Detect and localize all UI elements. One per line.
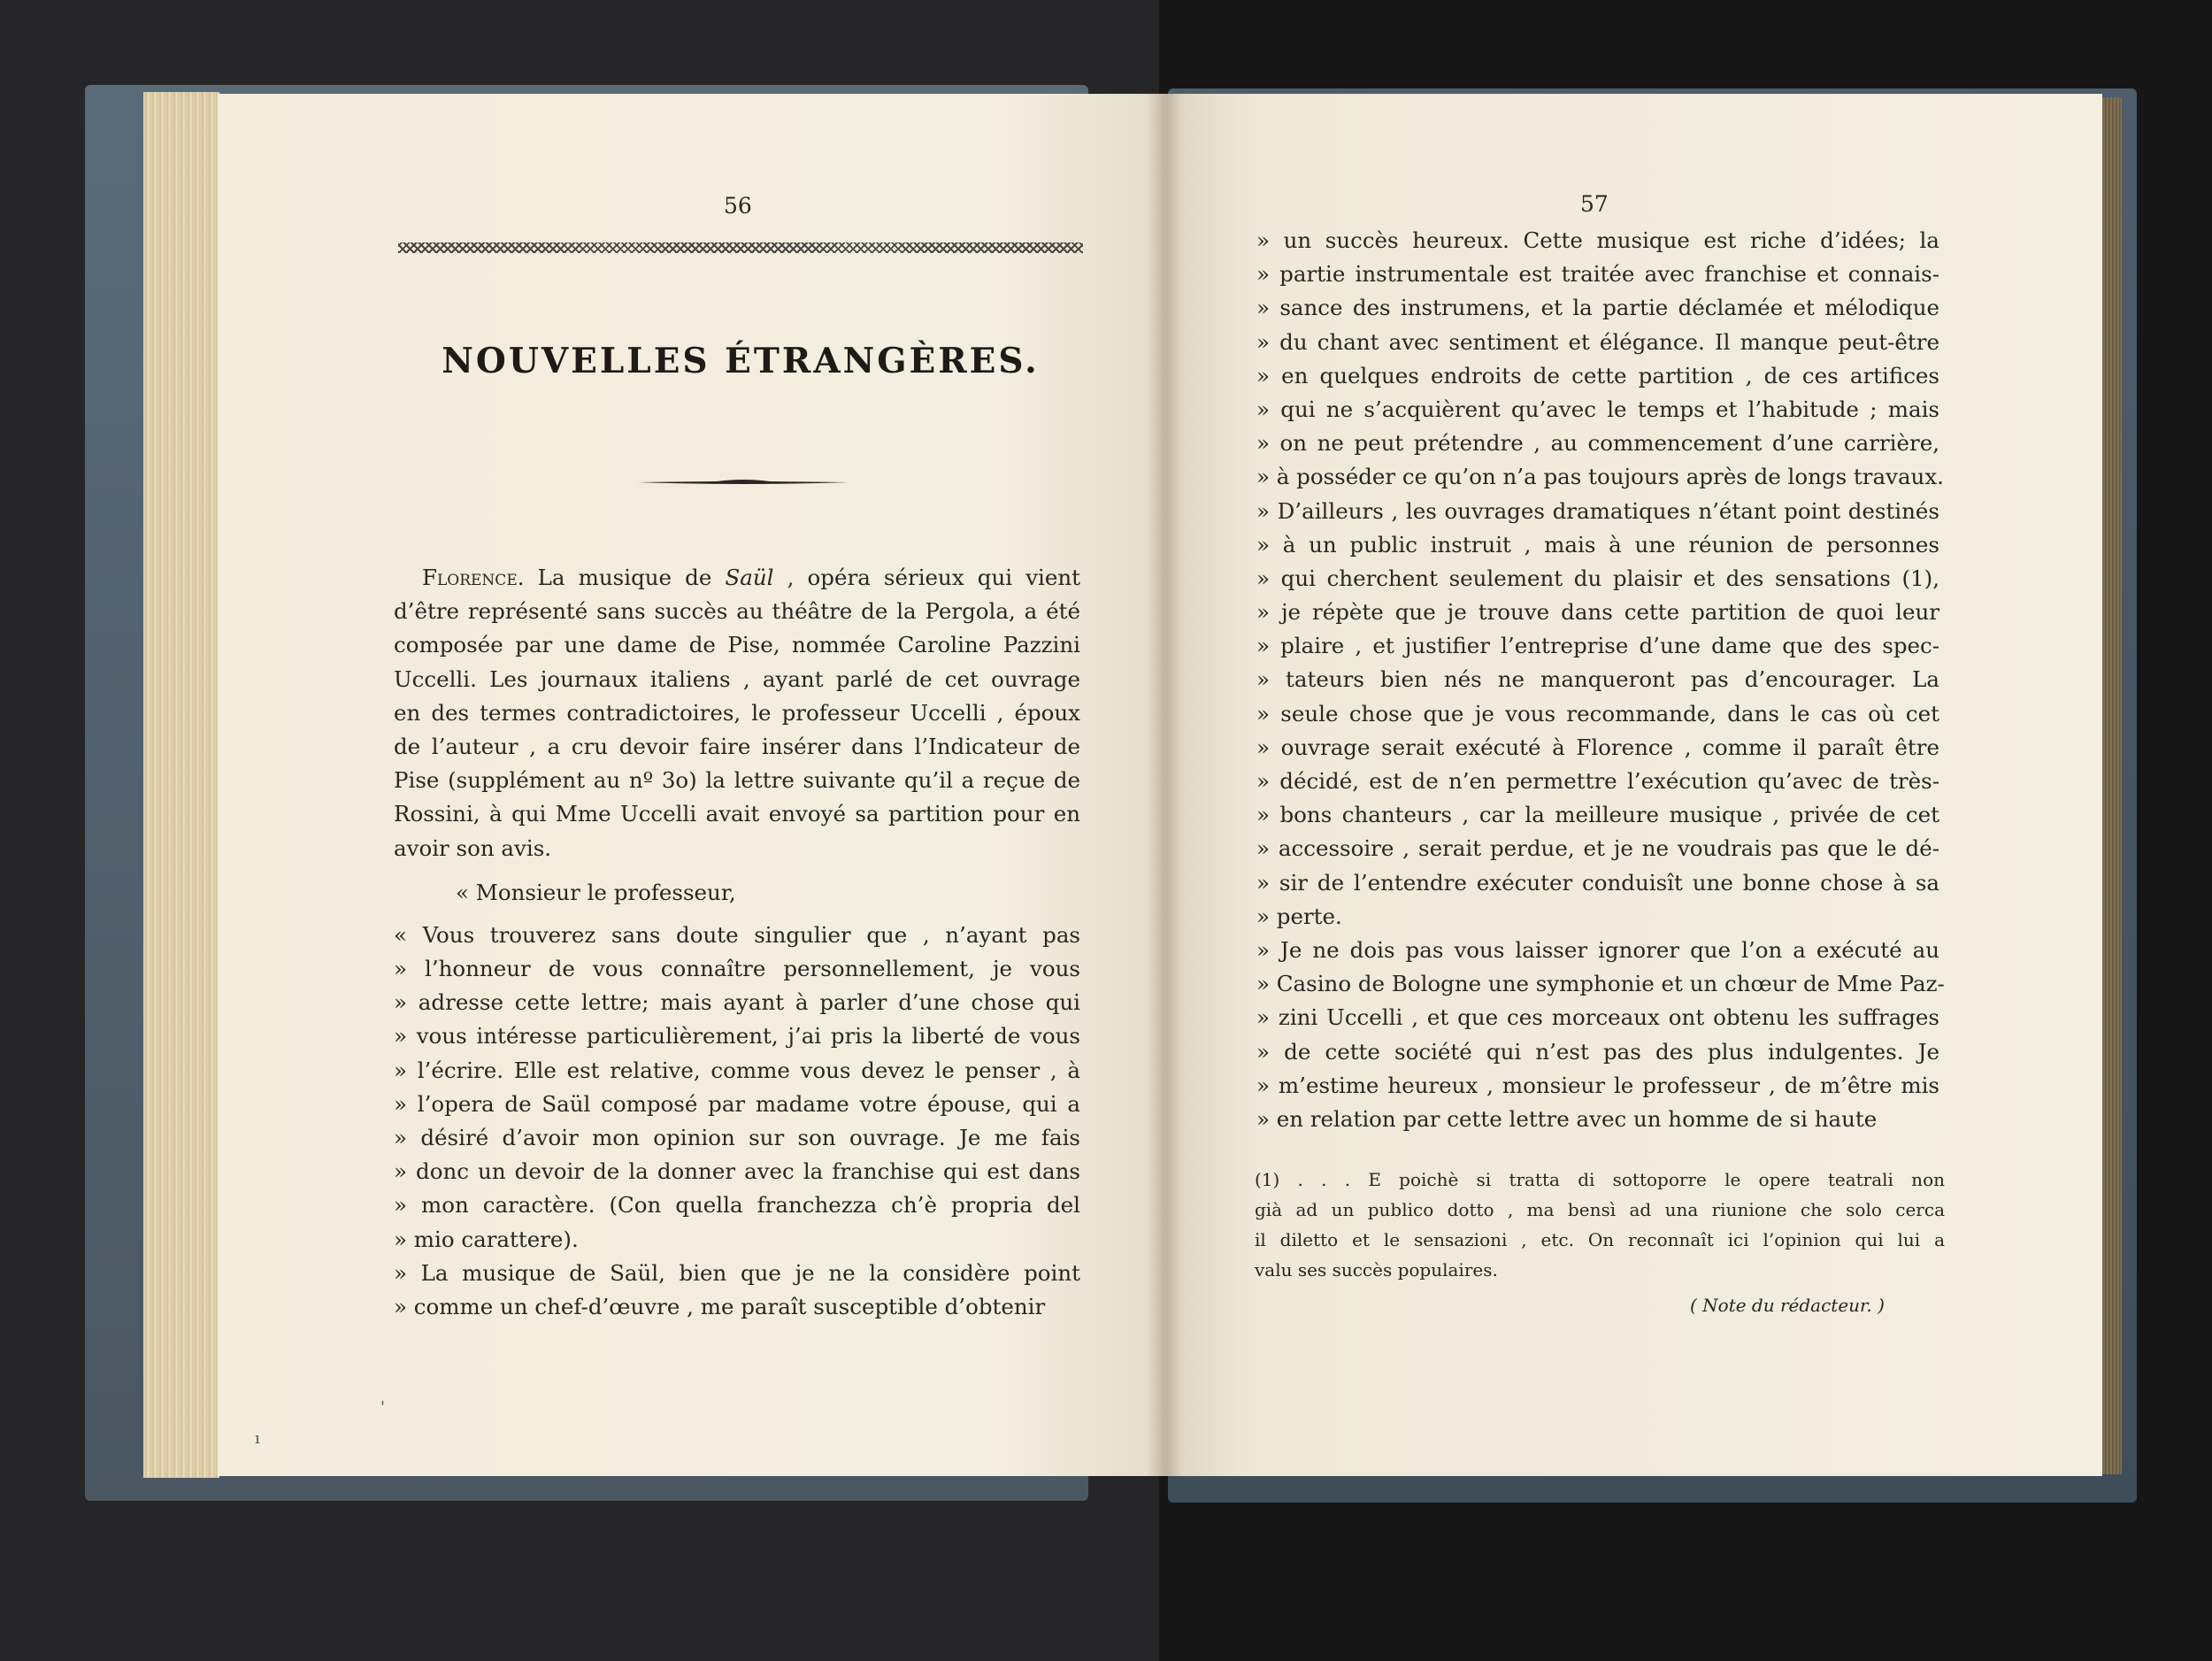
letter-line: » désiré d’avoir mon opinion sur son ouvrage. Je me fais [394, 1125, 1080, 1150]
letter-line: » en quelques endroits de cette partition , de ces artifices [1256, 362, 1939, 388]
letter-line: » Casino de Bologne une symphonie et un chœur de Mme Paz- [1256, 971, 1945, 997]
letter-line: » je répète que je trouve dans cette partition de quoi leur [1256, 599, 1939, 626]
paper-speck: ' [380, 1398, 385, 1417]
letter-line: » de cette société qui n’est pas des plus indulgentes. Je [1256, 1038, 1939, 1065]
letter-line: » ouvrage serait exécuté à Florence , comme il paraît être [1256, 734, 1939, 760]
letter-line: » sir de l’entendre exécuter conduisît une bonne chose à sa [1256, 869, 1939, 896]
letter-line: » qui ne s’acquièrent qu’avec le temps et l’habitude ; mais [1256, 396, 1939, 422]
letter-line: » Je ne dois pas vous laisser ignorer que l’on a exécuté au [1256, 936, 1939, 963]
letter-line: » mon caractère. (Con quella franchezza ch’è propria del [394, 1192, 1080, 1219]
letter-line: » qui cherchent seulement du plaisir et des sensations (1), [1256, 565, 1939, 591]
footnote-line: già ad un publico dotto , ma bensì ad una riunione che solo cerca [1255, 1199, 1945, 1220]
right-text-column [1256, 224, 1945, 1136]
letter-line: » décidé, est de n’en permettre l’exécution qu’avec de très- [1256, 768, 1939, 794]
letter-line: » on ne peut prétendre , au commencement d’une carrière, [1256, 430, 1939, 457]
letter-line: » perte. [1256, 903, 1342, 929]
letter-line: » sance des instrumens, et la partie déclamée et mélodique [1256, 295, 1939, 321]
left-text-column [394, 561, 1080, 1324]
letter-line: » partie instrumentale est traitée avec franchise et connais- [1256, 261, 1939, 288]
paragraph-florence [394, 595, 1080, 865]
letter-line: » tateurs bien nés ne manqueront pas d’encourager. La [1256, 666, 1939, 693]
book-gutter [1147, 94, 1182, 1476]
opera-title: Saül [725, 565, 774, 590]
letter-line: » à un public instruit , mais à une réunion de personnes [1256, 531, 1939, 558]
letter-line: » à posséder ce qu’on n’a pas toujours après de longs travaux. [1256, 464, 1944, 490]
letter-line: » D’ailleurs , les ouvrages dramatiques n’étant point destinés [1256, 497, 1939, 524]
letter-line: » donc un devoir de la donner avec la franchise qui est dans [394, 1158, 1080, 1185]
paragraph-line: avoir son avis. [394, 834, 552, 861]
letter-line: » adresse cette lettre; mais ayant à parler d’une chose qui [394, 989, 1080, 1016]
paragraph-line: Uccelli. Les journaux italiens , ayant parlé de cet ouvrage [394, 665, 1080, 692]
paragraph-line: de l’auteur , a cru devoir faire insérer dans l’Indicateur de [394, 733, 1080, 759]
letter-line: « Vous trouverez sans doute singulier que , n’ayant pas [394, 921, 1080, 948]
letter-line: » comme un chef-d’œuvre , me paraît susceptible d’obtenir [394, 1293, 1046, 1319]
footnote [1255, 1165, 1945, 1285]
footnote-line: valu ses succès populaires. [1255, 1259, 1498, 1280]
paragraph-line: en des termes contradictoires, le professeur Uccelli , époux [394, 699, 1080, 726]
note-signature: ( Note du rédacteur. ) [1690, 1295, 1885, 1316]
paragraph-line [394, 561, 1080, 595]
letter-line: » zini Uccelli , et que ces morceaux ont obtenu les suffrages [1256, 1004, 1939, 1031]
paragraph-line: composée par une dame de Pise, nommée Caroline Pazzini [394, 632, 1080, 658]
letter-line: » un succès heureux. Cette musique est riche d’idées; la [1256, 227, 1939, 253]
page-number-left: 56 [724, 193, 752, 219]
letter-line: » bons chanteurs , car la meilleure musique , privée de cet [1256, 802, 1939, 828]
letter-text-left [394, 919, 1080, 1324]
text-run: La musique de [524, 565, 726, 590]
section-title: NOUVELLES ÉTRANGÈRES. [442, 341, 1040, 381]
paragraph-line: Pise (supplément au nº 3o) la lettre suivante qu’il a reçue de [394, 767, 1080, 794]
letter-line: » du chant avec sentiment et élégance. Il manque peut-être [1256, 328, 1939, 355]
decorative-rule [398, 242, 1083, 253]
footnote-line: il diletto et le sensazioni , etc. On reconnaît ici l’opinion qui lui a [1255, 1229, 1945, 1250]
letter-line: » vous intéresse particulièrement, j’ai pris la liberté de vous [394, 1023, 1080, 1050]
letter-line: » La musique de Saül, bien que je ne la considère point [394, 1259, 1080, 1286]
letter-line: » m’estime heureux , monsieur le professeur , de m’être mis [1256, 1072, 1939, 1098]
letter-line: » seule chose que je vous recommande, dans le cas où cet [1256, 700, 1939, 727]
letter-line: » l’écrire. Elle est relative, comme vous devez le penser , à [394, 1057, 1080, 1083]
page-edges-right [2102, 97, 2122, 1474]
letter-line: » plaire , et justifier l’entreprise d’une dame que des spec- [1256, 633, 1939, 659]
letter-line: » l’opera de Saül composé par madame votre épouse, qui a [394, 1090, 1080, 1117]
letter-salutation: « Monsieur le professeur, [456, 879, 736, 905]
ornament-dash [637, 478, 849, 487]
letter-line: » accessoire , serait perdue, et je ne voudrais pas que le dé- [1256, 835, 1939, 862]
text-run: , opéra sérieux qui vient [773, 565, 1081, 590]
paper-speck: ı [255, 1429, 260, 1448]
footnote-line: (1) . . . E poichè si tratta di sottoporre le opere teatrali non [1255, 1169, 1945, 1190]
page-number-right: 57 [1580, 191, 1609, 217]
page-edges-left [143, 92, 219, 1478]
place-name: Florence. [422, 565, 525, 590]
letter-line: » l’honneur de vous connaître personnellement, je vous [394, 956, 1080, 982]
paragraph-line: Rossini, à qui Mme Uccelli avait envoyé sa partition pour en [394, 801, 1080, 827]
paragraph-line: d’être représenté sans succès au théâtre de la Pergola, a été [394, 598, 1080, 625]
letter-line: » en relation par cette lettre avec un homme de si haute [1256, 1105, 1878, 1132]
letter-line: » mio carattere). [394, 1226, 579, 1252]
